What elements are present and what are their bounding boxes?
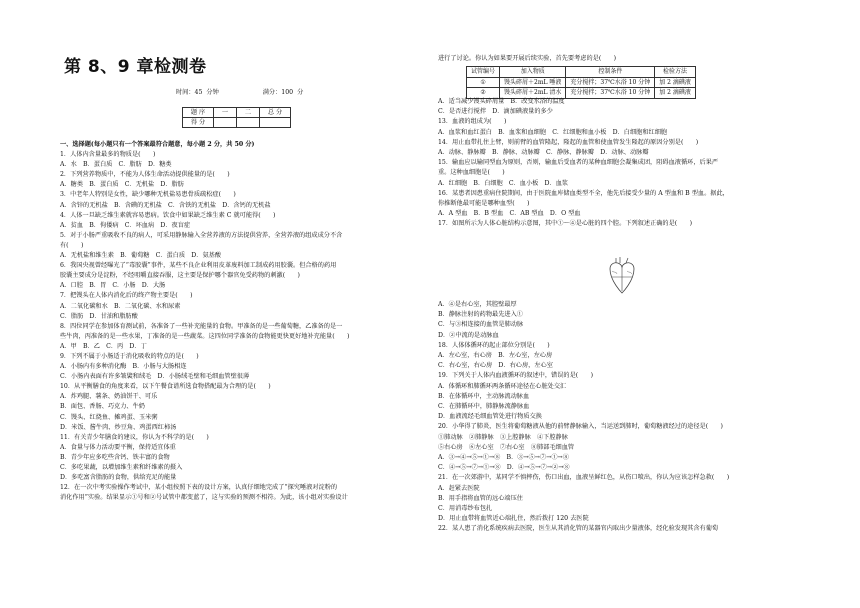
question-line: A．小肠内有多种消化酶 B．小肠与大肠相连 xyxy=(60,363,187,371)
question-line: B．在体循环中，主动脉流动脉血 xyxy=(438,392,530,400)
left-column-questions xyxy=(60,140,420,503)
question-line: B．面包、香肠、巧克力、牛奶 xyxy=(60,403,145,411)
question-line: C．馒头、红烧鱼、摊鸡蛋、玉米粥 xyxy=(60,413,158,421)
question-line: 消化作用”实验。结果显示①号和②号试管中都变蓝了，这与实验的预测不相符。为此，该小组对实验设计 xyxy=(60,494,348,502)
question-line: 7．把馒头在人体内消化后的终产物主要是( ) xyxy=(60,292,193,300)
question-line: 4．人体一旦缺乏维生素就容易患病。饮食中如果缺乏维生素 C 就可能得( ) xyxy=(60,211,276,219)
question-line: 20．小华得了肺炎，医生将葡萄糖液从他的前臂静脉输入，当运送到肺时，葡萄糖液经过的途径是( ) xyxy=(438,423,723,431)
experiment-header: 控制条件 xyxy=(566,67,655,78)
experiment-header: 加入物质 xyxy=(500,67,566,78)
question-line: 有( ) xyxy=(60,241,84,249)
question-line: A．左心室，右心房 B．左心室，左心房 xyxy=(438,352,553,360)
question-line: A．水 B．蛋白质 C．脂肪 D．糖类 xyxy=(60,161,172,169)
exam-score: 满分：100 分 xyxy=(262,89,304,96)
question-line: B．青少年应多吃些含钙、铁丰富的食物 xyxy=(60,453,170,461)
question-line: 胶囊主要成分是淀粉，不经咀嚼直接吞服，这主要是保护哪个器官免受药物的刺激( ) xyxy=(60,272,300,280)
score-table-cell xyxy=(237,118,260,128)
experiment-cell: 加 2 滴碘液 xyxy=(655,77,696,88)
score-table-cell: 二 xyxy=(237,108,260,118)
question-line: 9．下列不属于小肠适于消化吸收的特点的是( ) xyxy=(60,352,199,360)
question-line: 你推断他最可能是哪种血型( ) xyxy=(438,200,530,208)
question-line: A．贫血 B．佝偻病 C．坏血病 D．夜盲症 xyxy=(60,221,191,229)
question-line: 18．人体体循环的起止部位分别是( ) xyxy=(438,341,550,349)
question-line: B．用手指将血管的远心端压住 xyxy=(438,494,523,502)
question-line: D．米饭、酱牛肉、炒豆角、鸡蛋西红柿汤 xyxy=(60,423,177,431)
question-line: 10．从平衡膳食的角度来看，以下午餐食谱所选食物搭配最为合理的是( ) xyxy=(60,383,271,391)
page-title: 第 8、9 章检测卷 xyxy=(64,57,207,77)
score-table-cell: 一 xyxy=(214,108,237,118)
question-line: 2．下列营养物质中，不能为人体生命活动提供能量的是( ) xyxy=(60,171,230,179)
question-line: D．多吃富含脂肪的食物，供给充足的能量 xyxy=(60,474,177,482)
question-line: A．体循环和肺循环两条循环途径在心脏处交汇 xyxy=(438,382,567,390)
question-line: C．④→⑤→⑦→①→⑧ D．④→⑤→⑦→②→⑧ xyxy=(438,464,570,472)
question-line: A．甲 B．乙 C．丙 D．丁 xyxy=(60,342,147,350)
experiment-cell: 充分搅拌；37℃水浴 10 分钟 xyxy=(566,88,655,99)
question-line: C．多吃果蔬，以增加维生素和纤维素的摄入 xyxy=(60,464,183,471)
question-line: 1．人体内含量最多的物质是( ) xyxy=(60,151,156,159)
question-line: A．含锌的无机盐 B．含碘的无机盐 C．含铁的无机盐 D．含钙的无机盐 xyxy=(60,201,271,209)
question-line: A．赶紧去医院 xyxy=(438,484,480,492)
score-table-cell xyxy=(260,118,291,128)
question-line: 15．输血应以输同型血为原则，否则，输血后受血者的某种血细胞会凝集成团，阻碍血液循环，后果严 xyxy=(438,159,719,167)
question-line: C．用消毒纱布包扎 xyxy=(438,505,493,513)
question-line: 22．某人患了消化系统疾病去医院，医生从其消化管的某器官内取出少量液体，经化验发现其含有葡萄 xyxy=(438,525,719,533)
score-table-cell: 总 分 xyxy=(260,108,291,118)
question-line: D．用止血带将血管近心端扎住，然后拨打 120 去医院 xyxy=(438,515,589,523)
question-line: A．④是右心室，其腔壁最厚 xyxy=(438,301,517,308)
exam-meta xyxy=(176,87,343,96)
question-line: C．脂肪 D．甘油和脂肪酸 xyxy=(60,312,138,320)
question-line: D．血液流经毛细血管处进行物质交换 xyxy=(438,413,542,421)
question-line: A．炸鸡腿、薯条、奶油饼干、可乐 xyxy=(60,393,158,401)
heart-diagram xyxy=(602,257,642,297)
question-line: 重。这种血细胞是( ) xyxy=(438,169,505,177)
exam-time: 时间：45 分钟 xyxy=(176,89,219,96)
question-line: A．糖类 B．蛋白质 C．无机盐 D．脂肪 xyxy=(60,181,184,189)
question-line: 一、选择题(每小题只有一个答案最符合题意，每小题 2 分，共 50 分) xyxy=(60,141,255,148)
question-line: A．适当减少馒头碎屑量 B．改变水浴的温度 xyxy=(438,98,565,105)
score-table-cell: 得 分 xyxy=(183,118,214,128)
question-line: C．与③相连接的血管是肺动脉 xyxy=(438,321,524,329)
question-line: C．在肺循环中，肺静脉流静脉血 xyxy=(438,403,530,411)
question-line: A．红细胞 B．白细胞 C．血小板 D．血浆 xyxy=(438,179,569,187)
question-line: 6．我国央视曾经曝光了“毒胶囊”事件，某些不良企业利用皮革废料加工制成药用胶囊。但合格的药用 xyxy=(60,262,337,270)
experiment-cell: 加 2 滴碘液 xyxy=(655,88,696,99)
question-line: 11．有关青少年膳食的建议，你认为不科学的是( ) xyxy=(60,433,209,441)
score-table xyxy=(182,107,291,128)
question-line: 21．在一次郊游中，某同学不慎摔伤，伤口出血，血液呈鲜红色，从伤口喷出，你认为应该怎样急救( ) xyxy=(438,474,730,482)
question-line: C．右心室，右心房 D．右心房，左心室 xyxy=(438,362,553,370)
question-line: C．小肠内表面有许多皱襞和绒毛 D．小肠绒毛壁和毛细血管壁很薄 xyxy=(60,373,250,381)
question-line: 3．中老年人特别是女性，缺少哪种无机盐易患骨质疏松症( ) xyxy=(60,191,236,199)
question-line: 16．某患者因患重病住院期间，由于医院血库储血类型不全，他先后接受少量的 A 型血和 B 型血。据此， xyxy=(438,189,729,197)
question-line: ⑤右心房 ⑥左心室 ⑦右心室 ⑧肺部毛细血管 xyxy=(438,443,575,451)
question-line: 13．血液的组成为( ) xyxy=(438,118,507,126)
experiment-cell: 充分搅拌；37℃水浴 10 分钟 xyxy=(566,77,655,88)
question-line: 17．如图所示为人体心脏结构示意图，其中①～④是心脏的四个腔。下列叙述正确的是( ) xyxy=(438,220,693,228)
experiment-header: 试管编号 xyxy=(467,67,500,78)
question-line: 些牛肉，丙准备的是一些水果，丁准备的是一些蔬菜。这四位同学准备的食物能更快更好地补充能量( ) xyxy=(60,332,350,340)
question-line: D．②中流的是动脉血 xyxy=(438,331,499,339)
question-line: 14．用止血带扎住上臂，则前臂的血管隆起，隆起的血管和使血管发生隆起的原因分别是( ) xyxy=(438,138,699,146)
question-line: A．无机盐和维生素 B．葡萄糖 C．蛋白质 D．氨基酸 xyxy=(60,252,222,260)
question-line: A．血浆和血红蛋白 B．血浆和血细胞 C．红细胞和血小板 D．白细胞和红细胞 xyxy=(438,128,668,136)
experiment-header: 检验方法 xyxy=(655,67,696,78)
question-line: 5．对于小肠严重吸收不良的病人，可采用静脉输入全营养液的方法提供营养，全营养液的组成成分不含 xyxy=(60,231,343,239)
right-column-questions-b xyxy=(438,300,810,535)
question-line: A．二氧化碳和水 B．二氧化碳、水和尿素 xyxy=(60,302,181,310)
experiment-cell: 馒头碎屑＋2mL 唾液 xyxy=(500,77,566,88)
experiment-table xyxy=(466,66,696,99)
question-line: A．口腔 B．胃 C．小肠 D．大肠 xyxy=(60,282,166,290)
experiment-cell: ② xyxy=(467,88,500,99)
question-line: 12．在一次中考实验操作考试中，某小组按照下表的设计方案，认真仔细地完成了“探究唾液对淀粉的 xyxy=(60,484,338,492)
experiment-cell: ① xyxy=(467,77,500,88)
question-line: A．动脉、静脉瓣 B．静脉、动脉瓣 C．静脉、静脉瓣 D．动脉、动脉瓣 xyxy=(438,149,649,157)
question-line: B．静脉注射的药物最先进入① xyxy=(438,311,523,319)
score-table-cell xyxy=(214,118,237,128)
right-top-line: 进行了讨论。你认为如果要开展后续实验，首先要考虑的是( ) xyxy=(438,55,617,62)
question-line: A．A 型血 B．B 型血 C．AB 型血 D．O 型血 xyxy=(438,210,581,218)
question-line: 8．四位同学在参加体育测试前，各准备了一些补充能量的食物。甲准备的是一些葡萄糖，乙准备的是一 xyxy=(60,322,343,330)
question-line: ①肺动脉 ②肺静脉 ③上腔静脉 ④下腔静脉 xyxy=(438,433,568,441)
question-line: A．食量与体力活动要平衡，保持适宜体重 xyxy=(60,443,176,451)
question-line: A．③→④→⑤→①→⑧ B．③→⑤→⑦→①→⑧ xyxy=(438,454,569,462)
question-line: 19．下列关于人体内血液循环的叙述中，错误的是( ) xyxy=(438,372,594,380)
score-table-cell: 题 序 xyxy=(183,108,214,118)
experiment-cell: 馒头碎屑＋2mL 清水 xyxy=(500,88,566,99)
right-column-questions-a xyxy=(438,97,810,230)
question-line: C．是否进行搅拌 D．滴加碘液量的多少 xyxy=(438,108,553,116)
